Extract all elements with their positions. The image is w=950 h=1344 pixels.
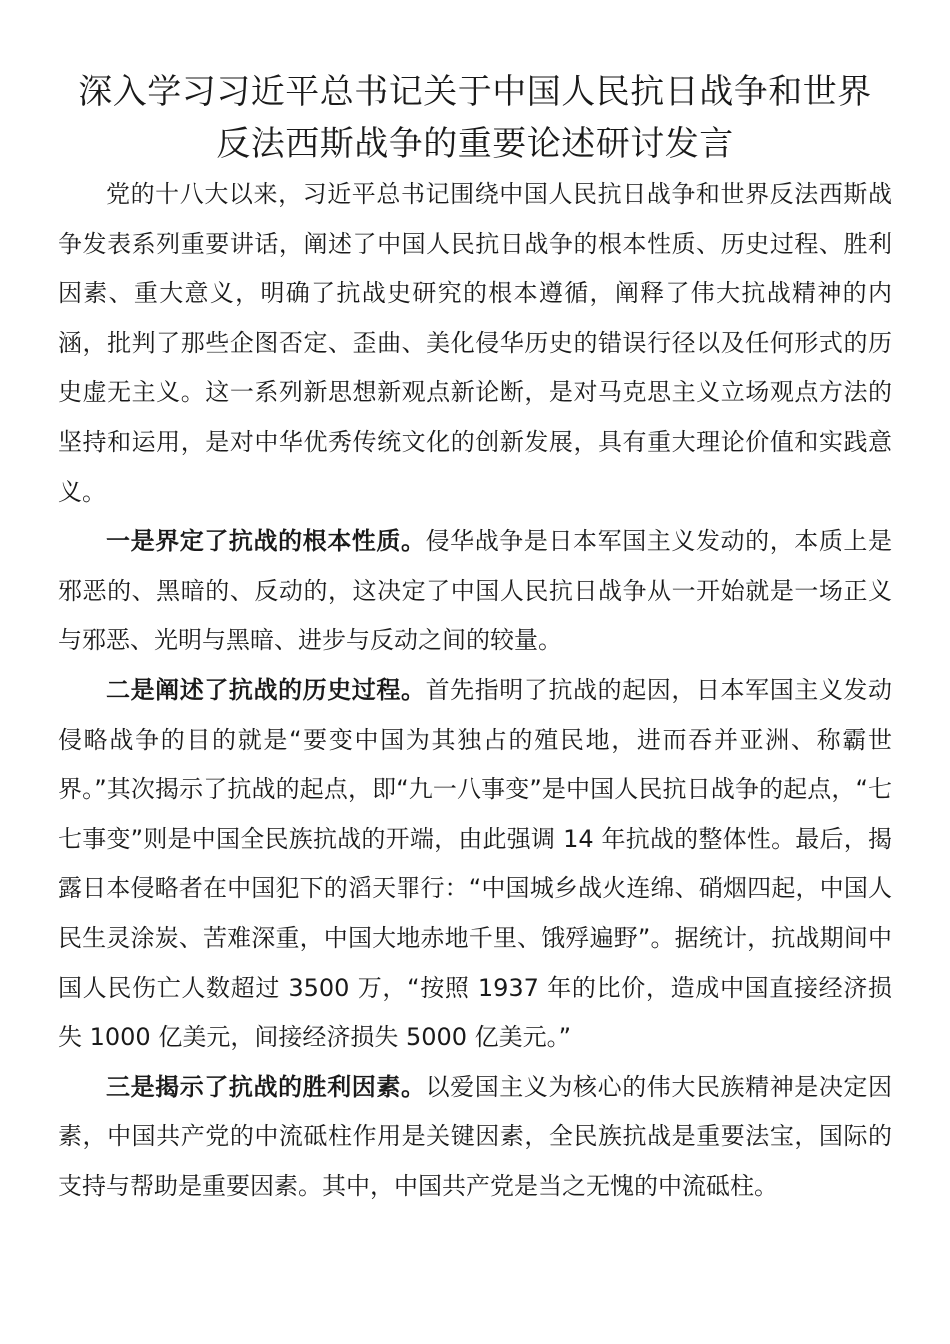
paragraph-history: [58, 666, 892, 1063]
title-line-2: 反法西斯战争的重要论述研讨发言: [216, 124, 734, 164]
document-page: [58, 66, 892, 1211]
paragraph-intro: [58, 170, 892, 517]
paragraph-text: 以爱国主义为核心的伟大民族精神是决定因素，中国共产党的中流砥柱作用是关键因素，全民族抗战是重要法宝，国际的支持与帮助是重要因素。其中，中国共产党是当之无愧的中流砥柱。: [58, 1072, 893, 1200]
paragraph-victory: [58, 1063, 892, 1212]
paragraph-lead: 三是揭示了抗战的胜利因素。: [106, 1072, 426, 1101]
paragraph-lead: 二是阐述了抗战的历史过程。: [106, 675, 426, 704]
document-title: [58, 66, 892, 170]
paragraph-nature: [58, 517, 892, 666]
paragraph-text: 党的十八大以来，习近平总书记围绕中国人民抗日战争和世界反法西斯战争发表系列重要讲话，阐述了中国人民抗日战争的根本性质、历史过程、胜利因素、重大意义，明确了抗战史研究的根本遵循，阐释了伟大抗战精神的内涵，批判了那些企图否定、歪曲、美化侵华历史的错误行径以及任何形式的历史虚无主义。这一系列新思想新观点新论断，是对马克思主义立场观点方法的坚持和运用，是对中华优秀传统文化的创新发展，具有重大理论价值和实践意义。: [58, 180, 892, 506]
paragraph-lead: 一是界定了抗战的根本性质。: [106, 527, 426, 556]
title-line-1: 深入学习习近平总书记关于中国人民抗日战争和世界: [78, 72, 872, 112]
paragraph-text: 首先指明了抗战的起因，日本军国主义发动侵略战争的目的就是“要变中国为其独占的殖民地，进而吞并亚洲、称霸世界。”其次揭示了抗战的起点，即“九一八事变”是中国人民抗日战争的起点，“七七事变”则是中国全民族抗战的开端，由此强调 14 年抗战的整体性。最后，揭露日本侵略者在中国犯下的滔天罪行：“中国城乡战火连绵、硝烟四起，中国人民生灵涂炭、苦难深重，中国大地赤地千里、饿殍遍野”。据统计，抗战期间中国人民伤亡人数超过 3500 万，“按照 1937 年的比价，造成中国直接经济损失 1000 亿美元，间接经济损失 5000 亿美元。”: [58, 675, 893, 1052]
paragraph-text: 侵华战争是日本军国主义发动的，本质上是邪恶的、黑暗的、反动的，这决定了中国人民抗日战争从一开始就是一场正义与邪恶、光明与黑暗、进步与反动之间的较量。: [58, 527, 893, 655]
